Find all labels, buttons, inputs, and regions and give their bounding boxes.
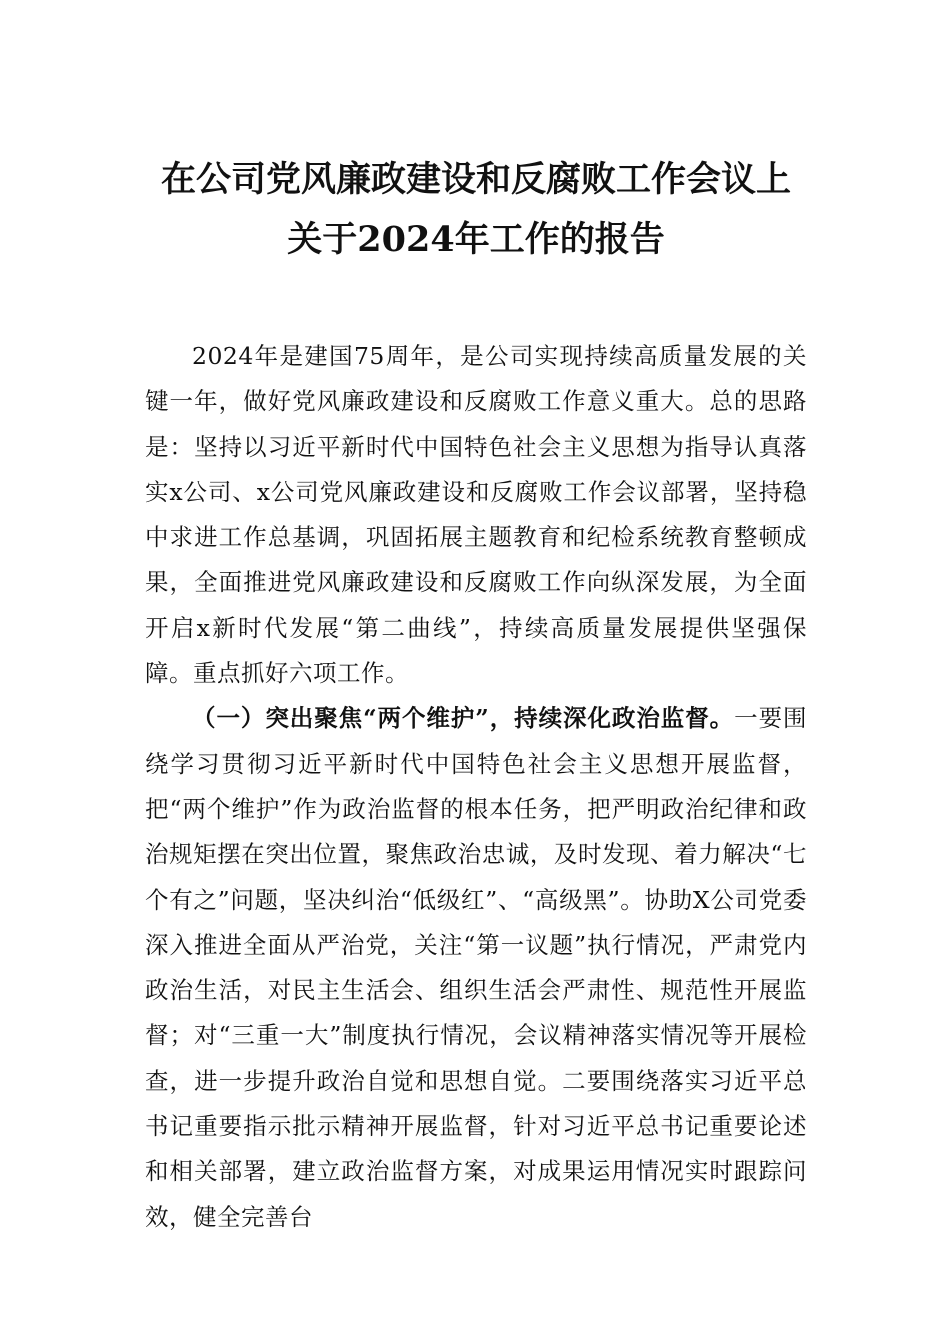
paragraph-section-1 [145, 696, 807, 1240]
title-line-1: 在公司党风廉政建设和反腐败工作会议上 [160, 159, 791, 200]
paragraph-intro [145, 334, 807, 696]
paragraph-intro-text: 2024年是建国75周年，是公司实现持续高质量发展的关键一年，做好党风廉政建设和反腐败工作意义重大。总的思路是：坚持以习近平新时代中国特色社会主义思想为指导认真落实x公司、x公司党风廉政建设和反腐败工作会议部署，坚持稳中求进工作总基调，巩固拓展主题教育和纪检系统教育整顿成果，全面推进党风廉政建设和反腐败工作向纵深发展，为全面开启x新时代发展“第二曲线”，持续高质量发展提供坚强保障。重点抓好六项工作。 [145, 342, 807, 688]
section-1-text: 一要围绕学习贯彻习近平新时代中国特色社会主义思想开展监督，把“两个维护”作为政治监督的根本任务，把严明政治纪律和政治规矩摆在突出位置，聚焦政治忠诚，及时发现、着力解决“七个有之”问题，坚决纠治“低级红”、“高级黑”。协助X公司党委深入推进全面从严治党，关注“第一议题”执行情况，严肃党内政治生活，对民主生活会、组织生活会严肃性、规范性开展监督；对“三重一大”制度执行情况，会议精神落实情况等开展检查，进一步提升政治自觉和思想自觉。二要围绕落实习近平总书记重要指示批示精神开展监督，针对习近平总书记重要论述和相关部署，建立政治监督方案，对成果运用情况实时跟踪问效，健全完善台 [145, 704, 808, 1231]
document-title [145, 150, 807, 270]
document-body [145, 334, 807, 1240]
document-page [145, 150, 807, 1240]
section-1-heading: （一）突出聚焦“两个维护”，持续深化政治监督。 [192, 704, 735, 733]
title-line-2: 关于2024年工作的报告 [287, 219, 665, 260]
